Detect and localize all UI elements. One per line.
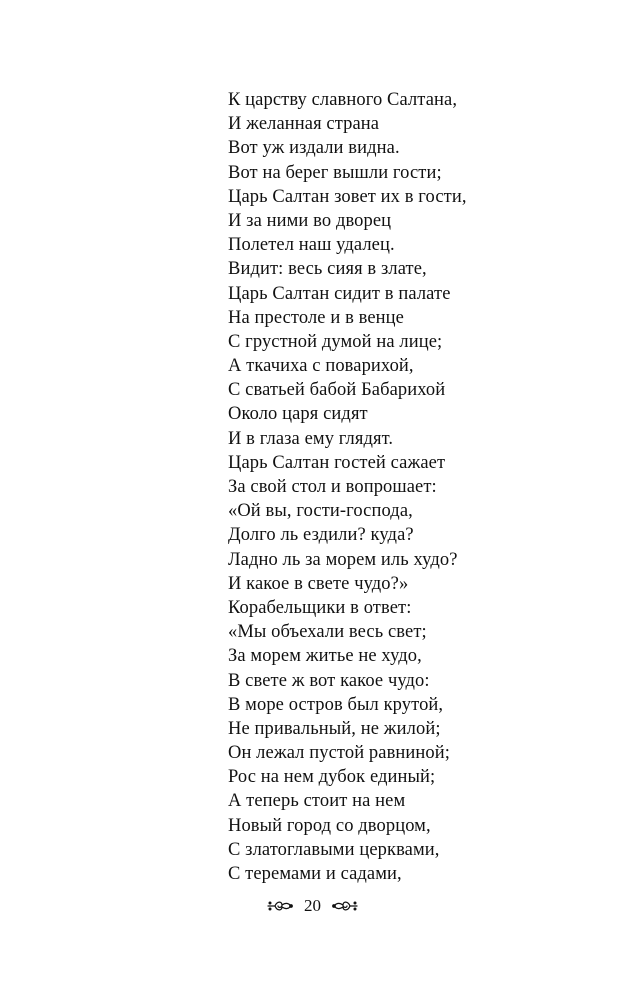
poem-line: Около царя сидят (228, 404, 368, 425)
poem-line: Рос на нем дубок единый; (228, 767, 436, 788)
poem-line: Вот уж издали видна. (228, 138, 400, 159)
poem-line: С грустной думой на лице; (228, 331, 443, 352)
poem-line: В свете ж вот какое чудо: (228, 670, 430, 691)
poem-line: В море остров был крутой, (228, 694, 444, 715)
poem-line: И желанная страна (228, 114, 380, 135)
poem-line: И в глаза ему глядят. (228, 428, 394, 449)
poem-line: Полетел наш удалец. (228, 235, 395, 256)
poem-line: Царь Салтан зовет их в гости, (228, 186, 467, 207)
poem-line: Корабельщики в ответ: (228, 597, 412, 618)
poem-line: Долго ль ездили? куда? (228, 525, 414, 546)
poem-line: Царь Салтан гостей сажает (228, 452, 446, 473)
poem-line: Не привальный, не жилой; (228, 718, 441, 739)
poem-line: За морем житье не худо, (228, 646, 422, 667)
page-number: 20 (304, 896, 321, 915)
poem-line: Видит: весь сияя в злате, (228, 259, 427, 280)
poem-line: А теперь стоит на нем (228, 791, 406, 812)
poem-line: «Мы объехали весь свет; (228, 622, 427, 643)
poem-line: С сватьей бабой Бабарихой (228, 380, 446, 401)
poem-line: К царству славного Салтана, (228, 90, 458, 110)
poem-line: Новый город со дворцом, (228, 815, 431, 836)
poem-line: «Ой вы, гости-господа, (228, 501, 413, 522)
poem-line: Царь Салтан сидит в палате (228, 283, 451, 304)
left-floral-ornament-icon (266, 898, 294, 914)
poem-line: За свой стол и вопрошает: (228, 477, 437, 497)
poem-line: Он лежал пустой равниной; (228, 743, 451, 764)
right-floral-ornament-icon (331, 898, 359, 914)
poem-line: Ладно ль за морем иль худо? (228, 549, 458, 570)
poem-line: На престоле и в венце (228, 307, 404, 328)
poem-line: А ткачиха с поварихой, (228, 356, 414, 377)
page-footer (0, 896, 625, 916)
poem-line: И за ними во дворец (228, 210, 392, 231)
poem-text (228, 88, 467, 886)
poem-line: С теремами и садами, (228, 864, 402, 884)
poem-line: Вот на берег вышли гости; (228, 162, 442, 183)
poem-line: И какое в свете чудо?» (228, 573, 409, 594)
poem-line: С златоглавыми церквами, (228, 839, 440, 860)
